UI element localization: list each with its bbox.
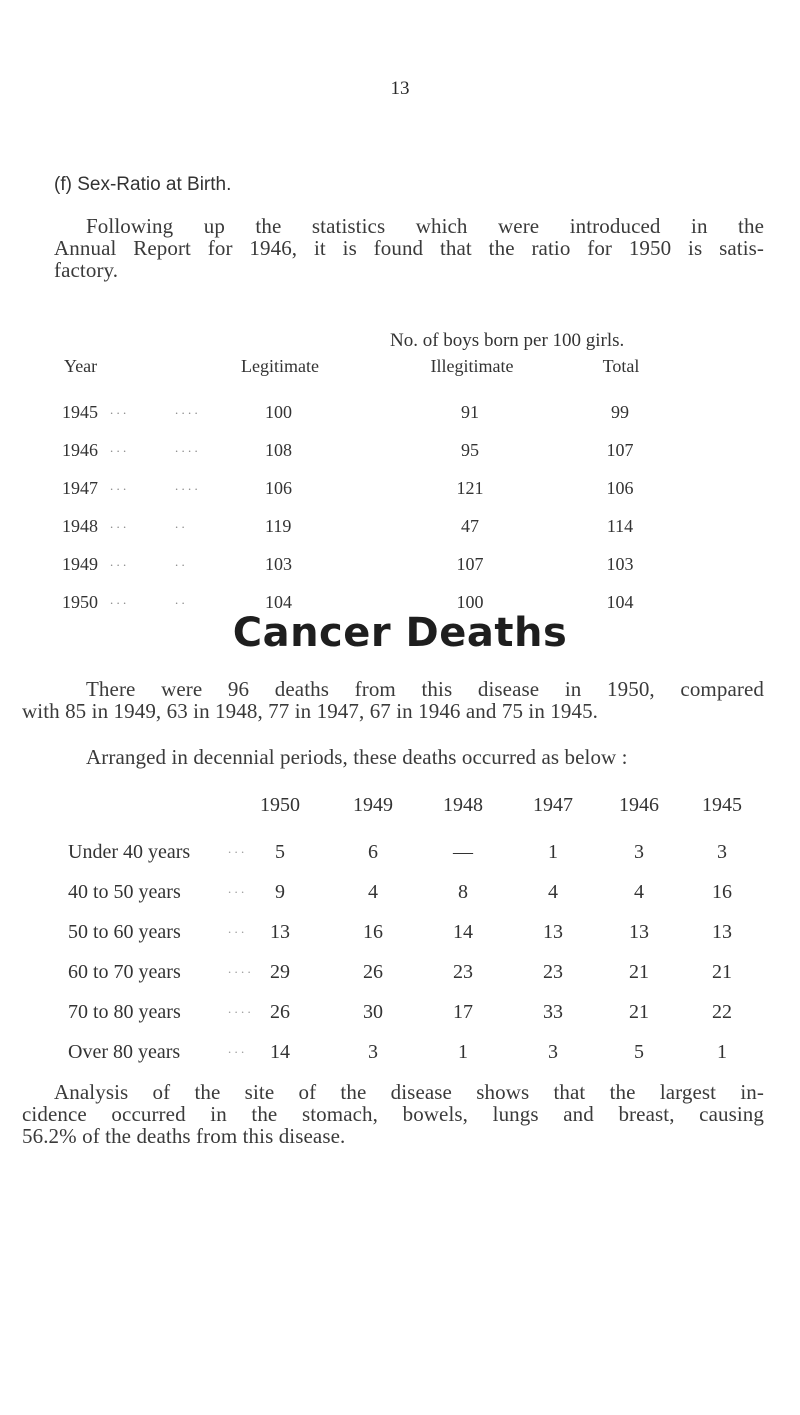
death-count: 4 [548,881,558,903]
cancer-table-row [0,881,800,907]
death-count: 16 [712,881,732,903]
death-count: 3 [548,1041,558,1063]
section-heading: (f) Sex-Ratio at Birth. [54,174,232,195]
cancer-arranged-line [54,746,764,768]
death-count: 14 [270,1041,290,1063]
death-count: 29 [270,961,290,983]
death-count: 30 [363,1001,383,1023]
death-count: 21 [712,961,732,983]
legitimate-cell: 106 [265,478,292,498]
page-number: 13 [390,78,410,99]
leader-dots: . . . . . . . [110,440,198,455]
sex-ratio-table-header [0,356,800,380]
intro-line: Following up the statistics which were introduced in the [86,214,764,238]
total-cell: 104 [606,592,634,612]
header-illegitimate: Illegitimate [430,356,514,376]
death-count: 8 [458,881,468,903]
year-header: 1950 [260,794,300,816]
header-total: Total [602,356,640,376]
death-count: 9 [275,881,285,903]
death-count: 3 [634,841,644,863]
death-count: 26 [270,1001,290,1023]
death-count: 23 [543,961,563,983]
header-legitimate: Legitimate [241,356,319,376]
cancer-table-row [0,961,800,987]
death-count: 4 [634,881,644,903]
leader-dots: . . . . . . . [110,478,198,493]
death-count: 13 [712,921,732,943]
cancer-table-row [0,1001,800,1027]
intro-line: factory. [54,258,119,282]
death-count: 5 [275,841,285,863]
death-count: 4 [368,881,378,903]
death-count: 1 [717,1041,727,1063]
death-count: 6 [368,841,378,863]
death-count: 16 [363,921,383,943]
intro-line: Annual Report for 1946, it is found that the ratio for 1950 is satis- [54,236,764,260]
total-cell: 114 [606,516,634,536]
year-cell: 1947 [62,478,98,498]
cancer-table-row [0,921,800,947]
death-count: 1 [458,1041,468,1063]
age-group-label: 50 to 60 years [68,921,181,943]
total-cell: 99 [611,402,629,422]
year-header: 1947 [533,794,573,816]
death-count: 14 [453,921,473,943]
death-count: 26 [363,961,383,983]
death-count: 22 [712,1001,732,1023]
analysis-line: cidence occurred in the stomach, bowels, lungs and breast, causing [22,1102,764,1126]
cancer-table-row [0,841,800,867]
leader-dots: . . . . [228,1001,251,1016]
total-cell: 103 [606,554,634,574]
illegitimate-cell: 100 [456,592,484,612]
death-count: 21 [629,961,649,983]
leader-dots: . . . [228,881,245,896]
age-group-label: 40 to 50 years [68,881,181,903]
cancer-intro-line: There were 96 deaths from this disease in 1950, compared [86,677,764,701]
death-count: 33 [543,1001,563,1023]
illegitimate-cell: 47 [461,516,479,536]
death-count: 1 [548,841,558,863]
year-cell: 1945 [62,402,98,422]
year-cell: 1948 [62,516,98,536]
leader-dots: . . . [228,841,245,856]
sex-ratio-row [0,554,800,578]
death-count: 21 [629,1001,649,1023]
leader-dots: . . . . [228,961,251,976]
leader-dots: . . . [228,921,245,936]
age-group-label: Under 40 years [68,841,191,863]
leader-dots: . . . . . [110,516,185,531]
leader-dots: . . . [228,1041,245,1056]
illegitimate-cell: 95 [461,440,479,460]
leader-dots: . . . . . . . [110,402,198,417]
death-count: 13 [543,921,563,943]
analysis-line: 56.2% of the deaths from this disease. [22,1124,346,1148]
intro-paragraph [54,215,764,281]
death-count: 23 [453,961,473,983]
header-year: Year [64,356,98,376]
legitimate-cell: 103 [265,554,292,574]
sex-ratio-row [0,440,800,464]
sex-ratio-row [0,516,800,540]
arranged-line: Arranged in decennial periods, these deaths occurred as below : [86,745,628,769]
year-cell: 1950 [62,592,98,612]
death-count: 13 [270,921,290,943]
year-cell: 1946 [62,440,98,460]
leader-dots: . . . . . [110,592,185,607]
age-group-label: Over 80 years [68,1041,181,1063]
year-header: 1949 [353,794,393,816]
sex-ratio-row [0,478,800,502]
cancer-intro-paragraph [22,678,764,722]
year-header: 1946 [619,794,659,816]
sex-ratio-row [0,402,800,426]
year-header: 1948 [443,794,483,816]
legitimate-cell: 108 [265,440,292,460]
age-group-label: 60 to 70 years [68,961,181,983]
cancer-table-header [0,794,800,820]
illegitimate-cell: 121 [456,478,484,498]
death-count: 3 [368,1041,378,1063]
legitimate-cell: 104 [265,592,292,612]
cancer-table-row [0,1041,800,1067]
year-header: 1945 [702,794,742,816]
death-count: 13 [629,921,649,943]
sex-ratio-caption: No. of boys born per 100 girls. [390,330,625,351]
year-cell: 1949 [62,554,98,574]
total-cell: 107 [606,440,634,460]
cancer-deaths-title: Cancer Deaths [232,610,568,656]
analysis-paragraph [22,1081,764,1147]
leader-dots: . . . . . [110,554,185,569]
death-count: 5 [634,1041,644,1063]
legitimate-cell: 100 [265,402,292,422]
illegitimate-cell: 107 [456,554,484,574]
age-group-label: 70 to 80 years [68,1001,181,1023]
death-count: 17 [453,1001,473,1023]
total-cell: 106 [606,478,634,498]
death-count: — [453,841,473,863]
illegitimate-cell: 91 [461,402,479,422]
death-count: 3 [717,841,727,863]
legitimate-cell: 119 [265,516,292,536]
analysis-line: Analysis of the site of the disease shows that the largest in- [54,1080,764,1104]
cancer-intro-line: with 85 in 1949, 63 in 1948, 77 in 1947, 67 in 1946 and 75 in 1945. [22,699,599,723]
